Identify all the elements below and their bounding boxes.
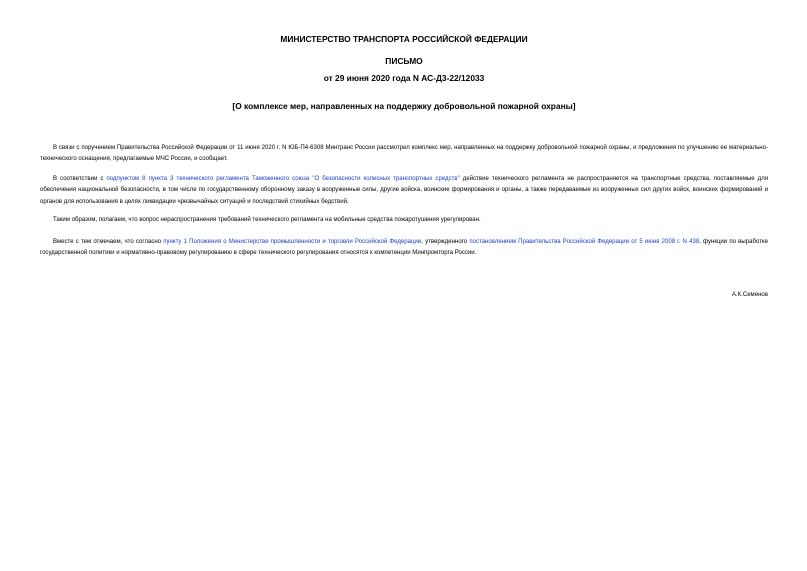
document-page [40,0,768,571]
ministry-name: МИНИСТЕРСТВО ТРАНСПОРТА РОССИЙСКОЙ ФЕДЕРАЦИИ [280,34,528,44]
link-minpromtorg-regulation[interactable]: пункту 1 Положения о Министерстве промышленности и торговли Российской Федерации [163,239,422,245]
paragraph-4-text-1: Вместе с тем отмечаем, что согласно [53,239,164,245]
paragraph-1: В связи с поручением Правительства Российской Федерации от 11 июня 2020 г. N ЮБ-П4-6308 Минтранс России рассмотрел комплекс мер, направленных на поддержку добровольной пожарной охраны, и предложения по улучшению ее материально-технического оснащения, предлагаемые МЧС России, и сообщает. [40,145,768,163]
paragraph-2 [40,174,768,208]
paragraph-4 [40,237,768,260]
link-tech-regulation[interactable]: подпунктом 8 пункта 3 технического регламента Таможенного союза "О безопасности колесных транспортных средств" [106,176,460,182]
paragraph-3: Таким образом, полагаем, что вопрос нераспространения требований технического регламента на мобильные средства пожаротушения урегулирован. [53,217,481,223]
paragraph-2-text-1: В соответствии с [53,176,107,182]
signature: А.К.Семенов [731,292,768,298]
paragraph-4-text-2: , утвержденного [421,239,470,245]
paragraph-4-text-3: , функции по выработке государственной политики и нормативно-правовому регулированию в сфере технического регулирования относятся к компетенции Минпромторга России. [40,239,768,257]
link-government-decree[interactable]: постановлением Правительства Российской Федерации от 5 июня 2008 г. N 438 [469,239,700,245]
document-subject: [О комплексе мер, направленных на поддержку добровольной пожарной охраны] [232,101,576,111]
document-date-number: от 29 июня 2020 года N АС-Д3-22/12033 [323,73,485,83]
document-type: ПИСЬМО [385,56,423,66]
paragraph-2-text-2: действие технического регламента не распространяется на транспортные средства, поставляемые для обеспечения национальной безопасности, в том числе по государственному оборонному заказу в вооруженные силы, другие войска, воинские формирования и органы, а также передаваемые из вооруженных сил других войск, воинских формирований и органов для использования в целях ликвидации чрезвычайных ситуаций и последствий стихийных бедствий. [40,176,769,205]
